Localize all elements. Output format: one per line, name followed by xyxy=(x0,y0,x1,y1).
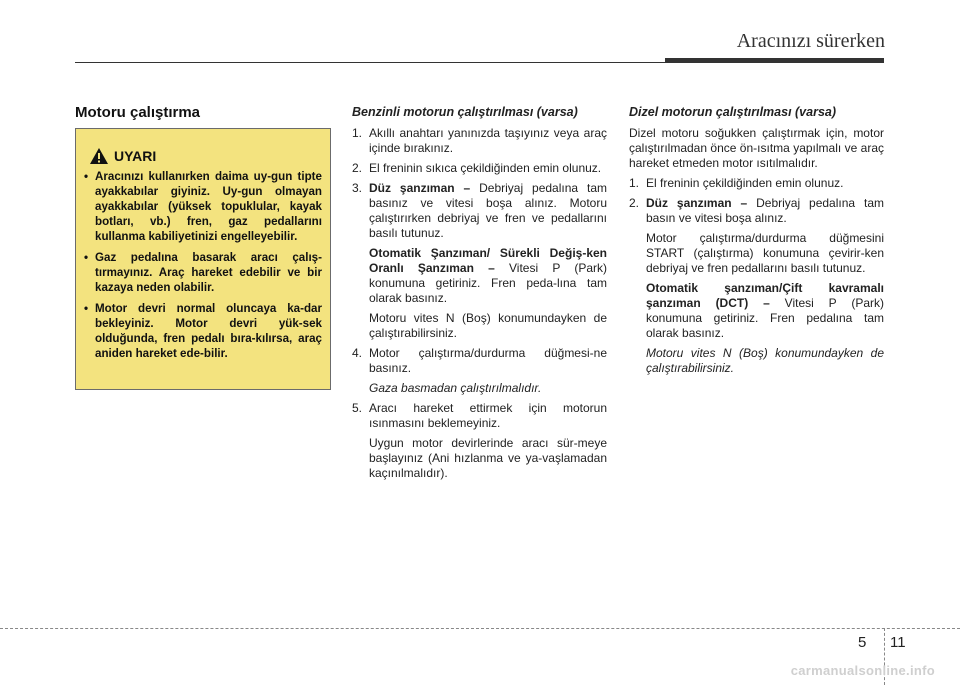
gasoline-step-3 xyxy=(352,181,607,241)
step-text: El freninin sıkıca çekildiğinden emin olunuz. xyxy=(369,161,602,175)
gasoline-column xyxy=(352,105,607,486)
warning-triangle-icon xyxy=(89,147,109,165)
step-text: Akıllı anahtarı yanınızda taşıyınız veya araç içinde bırakınız. xyxy=(369,126,607,155)
gasoline-step-4-note: Gaza basmadan çalıştırılmalıdır. xyxy=(369,381,542,395)
header-title: Aracınızı sürerken xyxy=(736,30,885,52)
gasoline-step-1 xyxy=(352,126,607,156)
step-text: Vitesi P (Park) konumuna getiriniz. Fren peda-lına tam olarak basınız. xyxy=(369,261,607,305)
warning-item: • Gaz pedalına basarak aracı çalış-tırmayınız. Araç hareket edebilir ve bir kazaya neden olabilir. xyxy=(84,251,322,294)
gasoline-step-3-neutral: Motoru vites N (Boş) konumundayken de çalıştırabilirsiniz. xyxy=(369,311,607,340)
diesel-heading: Dizel motorun çalıştırılması (varsa) xyxy=(629,105,837,119)
gasoline-step-2 xyxy=(352,161,607,176)
manual-transmission-label: Düz şanzıman – xyxy=(369,181,471,195)
header-rule xyxy=(75,62,665,63)
diesel-step-1 xyxy=(629,176,884,191)
step-text: Debriyaj pedalına tam basınız ve vitesi boşa alınız. Motoru çalıştırırken debriyaj ve fren ve pedallarını basılı tutunuz. xyxy=(369,181,607,240)
warning-item-text: Gaz pedalına basarak aracı çalış-tırmayınız. Araç hareket edebilir ve bir kazaya neden olabilir. xyxy=(95,251,322,294)
diesel-step-2-start: Motor çalıştırma/durdurma düğmesini START (çalıştırma) konumuna çevirir-ken debriyaj ve fren pedallarını basılı tutunuz. xyxy=(646,231,884,275)
step-number: 4. xyxy=(352,346,363,360)
step-number: 1. xyxy=(352,126,363,140)
warning-item-text: Motor devri normal oluncaya ka-dar bekleyiniz. Motor devri yük-sek olduğunda, fren pedalı bıra-kılırsa, araç aniden hareket ede-bilir. xyxy=(95,302,322,360)
warning-item-text: Aracınızı kullanırken daima uy-gun tipte ayakkabılar giyiniz. Uy-gun olmayan ayakkabılar (yüksek topuklular, kayak botları, vb.) fren, gaz pedallarını kullanma kabiliyetinizi engelleyebilir. xyxy=(95,170,322,243)
step-number: 1. xyxy=(629,176,640,190)
gasoline-step-3-automatic xyxy=(352,246,607,306)
warning-item: • Aracınızı kullanırken daima uy-gun tipte ayakkabılar giyiniz. Uy-gun olmayan ayakkabılar (yüksek topuklular, kayak botları, vb.) fren, gaz pedallarını kullanma kabiliyetinizi engelleyebilir. xyxy=(84,170,322,243)
diesel-column xyxy=(629,105,884,381)
step-number: 2. xyxy=(352,161,363,175)
warning-box xyxy=(75,128,331,390)
diesel-step-2-automatic xyxy=(629,281,884,341)
diesel-intro: Dizel motoru soğukken çalıştırmak için, motor çalıştırılmadan önce ön-ısıtma yapılmalı ve araç hareket etmeden motor ısıtılmalıdır. xyxy=(629,126,884,170)
step-text: Aracı hareket ettirmek için motorun ısınmasını beklemeyiniz. xyxy=(369,401,607,430)
step-number: 2. xyxy=(629,196,640,210)
step-text: Motor çalıştırma/durdurma düğmesi-ne basınız. xyxy=(369,346,607,375)
automatic-transmission-label: Otomatik şanzıman/Çift kavramalı şanzıman (DCT) – xyxy=(646,281,884,310)
automatic-transmission-label: Otomatik Şanzıman/ Sürekli Değiş-ken Oranlı Şanzıman – xyxy=(369,246,607,275)
step-number: 5. xyxy=(352,401,363,415)
gasoline-heading: Benzinli motorun çalıştırılması (varsa) xyxy=(352,105,578,119)
step-text: Vitesi P (Park) konumuna getiriniz. Fren pedalına tam olarak basınız. xyxy=(646,296,885,340)
chapter-number: 5 xyxy=(858,634,867,651)
watermark: carmanualsonline.info xyxy=(790,663,935,678)
footer-rule xyxy=(0,628,960,629)
header-rule-accent xyxy=(665,58,884,63)
diesel-step-2-note: Motoru vites N (Boş) konumundayken de çalıştırabilirsiniz. xyxy=(646,346,884,375)
step-text: El freninin çekildiğinden emin olunuz. xyxy=(646,176,844,190)
gasoline-step-5-extra: Uygun motor devirlerinde aracı sür-meye başlayınız (Ani hızlanma ve ya-vaşlamadan kaçınılmalıdır). xyxy=(369,436,607,480)
gasoline-step-5 xyxy=(352,401,607,431)
step-text: Debriyaj pedalına tam basın ve vitesi boşa alınız. xyxy=(646,196,884,225)
step-number: 3. xyxy=(352,181,363,195)
section-heading: Motoru çalıştırma xyxy=(75,104,201,121)
warning-title: UYARI xyxy=(114,148,157,164)
manual-transmission-label: Düz şanzıman – xyxy=(646,196,748,210)
page-number: 11 xyxy=(890,634,906,651)
diesel-step-2 xyxy=(629,196,884,226)
warning-header xyxy=(89,147,322,165)
warning-list xyxy=(84,169,322,361)
gasoline-step-4 xyxy=(352,346,607,376)
warning-item: • Motor devri normal oluncaya ka-dar bekleyiniz. Motor devri yük-sek olduğunda, fren pedalı bıra-kılırsa, araç aniden hareket ede-bilir. xyxy=(84,302,322,360)
